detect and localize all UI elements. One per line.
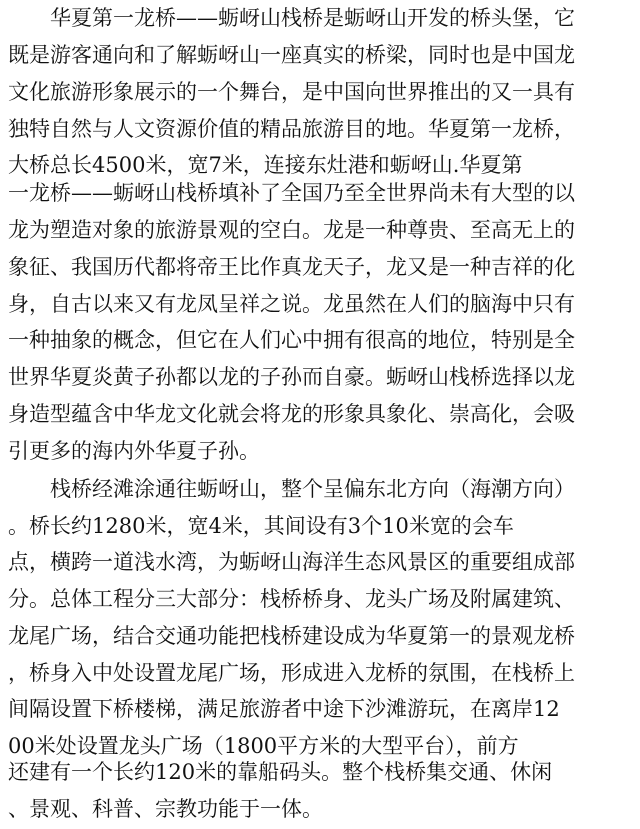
text-line: 既是游客通向和了解蛎岈山一座真实的桥梁，同时也是中国龙: [8, 43, 575, 67]
text-line: 引更多的海内外华夏子孙。: [8, 439, 260, 463]
text-line: 一龙桥——蛎岈山栈桥填补了全国乃至全世界尚未有大型的以: [8, 181, 575, 205]
text-line: 龙尾广场，结合交通功能把栈桥建设成为华夏第一的景观龙桥: [8, 624, 575, 648]
text-line: 大桥总长4500米，宽7米，连接东灶港和蛎岈山.华夏第: [8, 153, 523, 177]
text-line: 华夏第一龙桥——蛎岈山栈桥是蛎岈山开发的桥头堡，它: [50, 6, 575, 30]
text-line: 栈桥经滩涂通往蛎岈山，整个呈偏东北方向（海潮方向）: [50, 477, 575, 501]
text-line: 身，自古以来又有龙凤呈祥之说。龙虽然在人们的脑海中只有: [8, 292, 575, 316]
text-line: 分。总体工程分三大部分：栈桥桥身、龙头广场及附属建筑、: [8, 587, 575, 611]
text-line: 点，横跨一道浅水湾，为蛎岈山海洋生态风景区的重要组成部: [8, 550, 575, 574]
text-line: 00米处设置龙头广场（1800平方米的大型平台），前方: [8, 734, 519, 758]
text-line: 间隔设置下桥楼梯，满足旅游者中途下沙滩游玩，在离岸12: [8, 697, 560, 721]
text-line: 。桥长约1280米，宽4米，其间设有3个10米宽的会车: [8, 514, 514, 538]
text-line: 还建有一个长约120米的靠船码头。整个栈桥集交通、休闲: [8, 760, 553, 784]
text-line: 独特自然与人文资源价值的精品旅游目的地。华夏第一龙桥，: [8, 117, 575, 141]
text-line: 龙为塑造对象的旅游景观的空白。龙是一种尊贵、至高无上的: [8, 218, 575, 242]
text-line: 世界华夏炎黄子孙都以龙的子孙而自豪。蛎岈山栈桥选择以龙: [8, 365, 575, 389]
text-line: 、景观、科普、宗教功能于一体。: [8, 797, 323, 821]
text-line: 象征、我国历代都将帝王比作真龙天子，龙又是一种吉祥的化: [8, 255, 575, 279]
text-line: 身造型蕴含中华龙文化就会将龙的形象具象化、崇高化，会吸: [8, 402, 575, 426]
text-line: 文化旅游形象展示的一个舞台，是中国向世界推出的又一具有: [8, 80, 575, 104]
text-line: 一种抽象的概念，但它在人们心中拥有很高的地位，特别是全: [8, 328, 575, 352]
text-line: ，桥身入中处设置龙尾广场，形成进入龙桥的氛围，在栈桥上: [8, 661, 575, 685]
